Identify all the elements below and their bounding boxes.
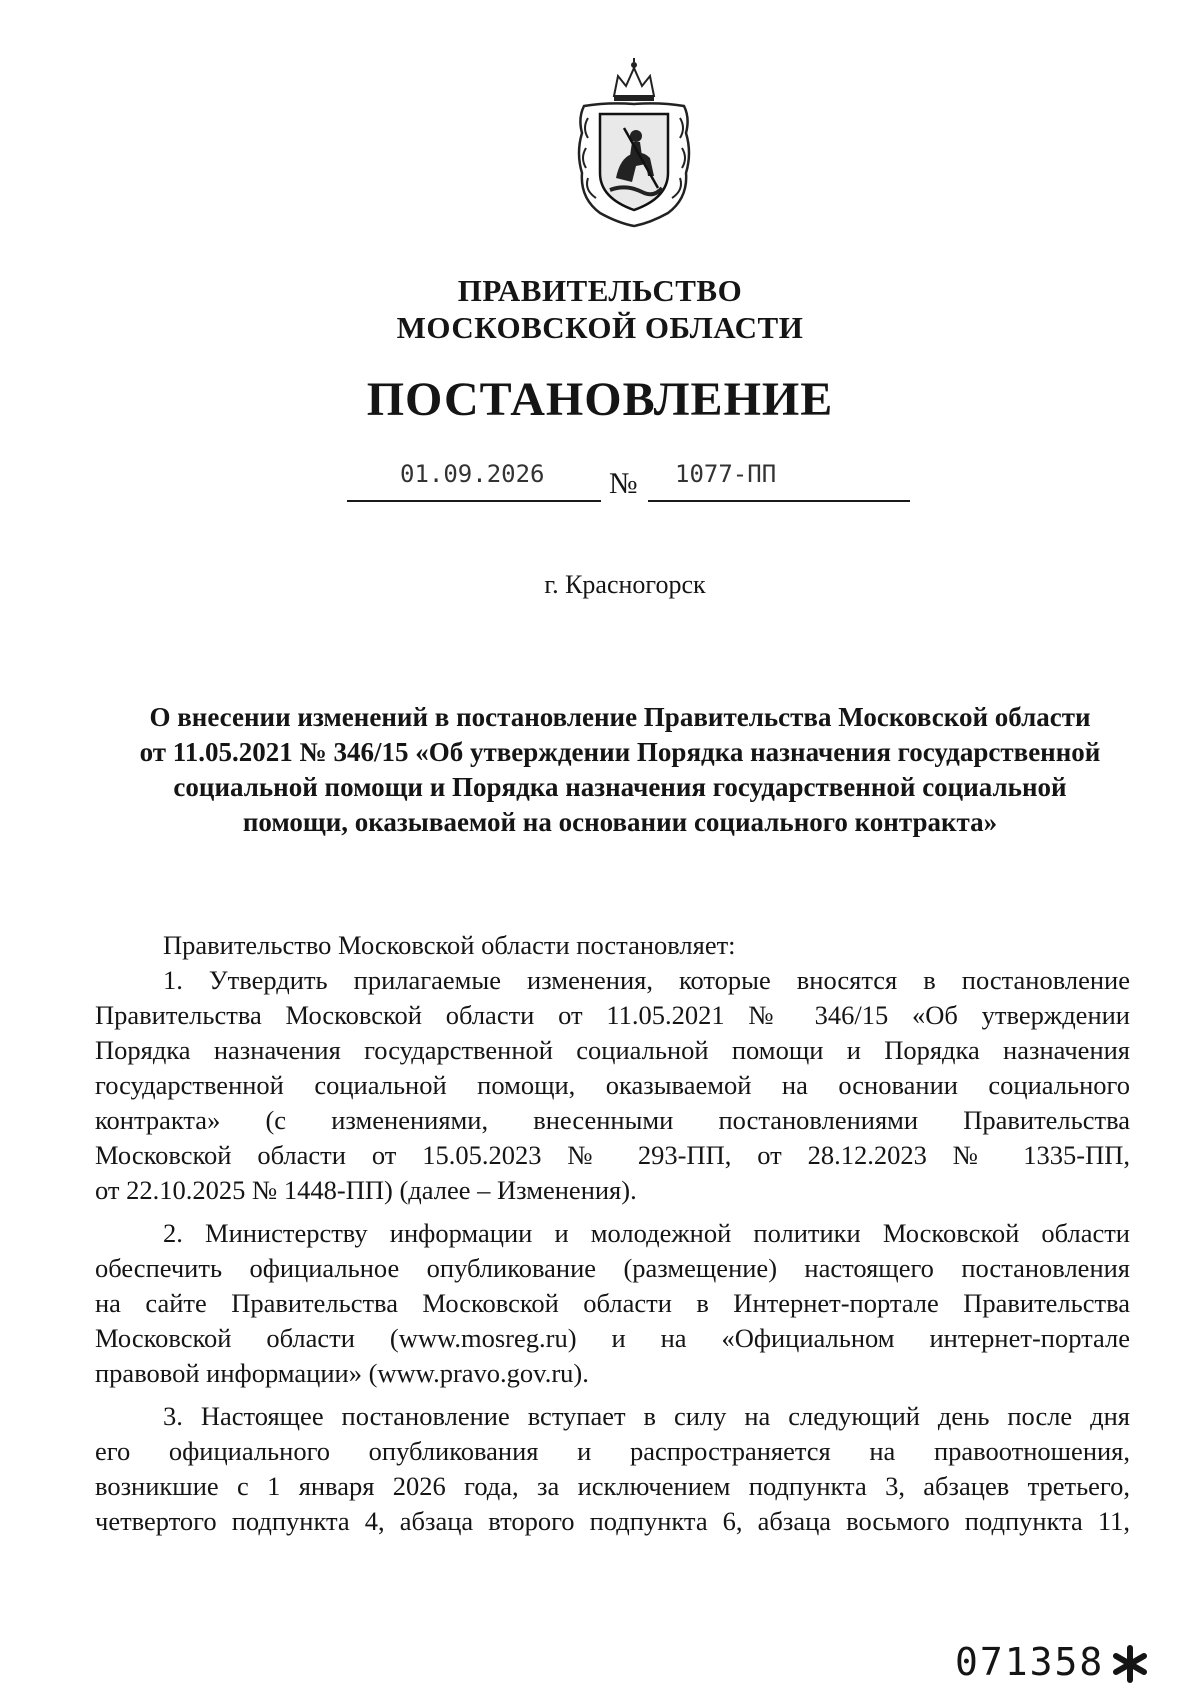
paragraph-1-line: от 22.10.2025 № 1448-ПП) (далее – Изменения). bbox=[95, 1175, 637, 1205]
title-line: О внесении изменений в постановление Правительства Московской области bbox=[149, 702, 1091, 732]
document-title bbox=[110, 700, 1130, 840]
paragraph-1-line: Правительства Московской области от 11.05.2021 № 346/15 «Об утверждении bbox=[95, 1000, 1130, 1030]
paragraph-3-line: 3. Настоящее постановление вступает в силу на следующий день после дня bbox=[163, 1401, 1130, 1431]
paragraph-2-line: Московской области (www.mosreg.ru) и на «Официальном интернет-портале bbox=[95, 1323, 1130, 1353]
title-line: социальной помощи и Порядка назначения государственной социальной bbox=[173, 772, 1067, 802]
paragraph-1-line: Порядка назначения государственной социальной помощи и Порядка назначения bbox=[95, 1035, 1130, 1065]
paragraph-2-line: обеспечить официальное опубликование (размещение) настоящего постановления bbox=[95, 1253, 1130, 1283]
moscow-oblast-coat-of-arms-icon bbox=[570, 58, 698, 228]
document-date: 01.09.2026 bbox=[400, 460, 545, 488]
paragraph-3-line: его официального опубликования и распространяется на правоотношения, bbox=[95, 1436, 1130, 1466]
title-line: помощи, оказываемой на основании социального контракта» bbox=[242, 807, 998, 837]
paragraph-1-line: 1. Утвердить прилагаемые изменения, которые вносятся в постановление bbox=[163, 965, 1130, 995]
document-body bbox=[95, 928, 1130, 1539]
paragraph-1-line: контракта» (с изменениями, внесенными постановлениями Правительства bbox=[95, 1105, 1130, 1135]
date-underline bbox=[347, 500, 601, 502]
document-serial-code: 071358 bbox=[955, 1640, 1105, 1684]
organization-name-line2: МОСКОВСКОЙ ОБЛАСТИ bbox=[396, 310, 804, 345]
document-number: 1077-ПП bbox=[675, 460, 777, 488]
intro-line: Правительство Московской области постановляет: bbox=[163, 930, 736, 960]
organization-name-line1: ПРАВИТЕЛЬСТВО bbox=[457, 273, 743, 308]
title-line: от 11.05.2021 № 346/15 «Об утверждении Порядка назначения государственной bbox=[139, 737, 1101, 767]
paragraph-3-line: возникшие с 1 января 2026 года, за исключением подпункта 3, абзацев третьего, bbox=[95, 1471, 1130, 1501]
number-sign: № bbox=[609, 467, 638, 500]
number-underline bbox=[648, 500, 910, 502]
paragraph-2-line: правовой информации» (www.pravo.gov.ru). bbox=[95, 1358, 589, 1388]
asterisk-icon bbox=[1110, 1644, 1150, 1684]
paragraph-3-line: четвертого подпункта 4, абзаца второго подпункта 6, абзаца восьмого подпункта 11, bbox=[95, 1506, 1130, 1536]
city: г. Красногорск bbox=[544, 570, 706, 599]
paragraph-2-line: 2. Министерству информации и молодежной политики Московской области bbox=[163, 1218, 1130, 1248]
paragraph-2-line: на сайте Правительства Московской области в Интернет-портале Правительства bbox=[95, 1288, 1130, 1318]
paragraph-1-line: государственной социальной помощи, оказываемой на основании социального bbox=[95, 1070, 1130, 1100]
paragraph-1-line: Московской области от 15.05.2023 № 293-ПП, от 28.12.2023 № 1335-ПП, bbox=[95, 1140, 1130, 1170]
document-type: ПОСТАНОВЛЕНИЕ bbox=[366, 373, 834, 426]
